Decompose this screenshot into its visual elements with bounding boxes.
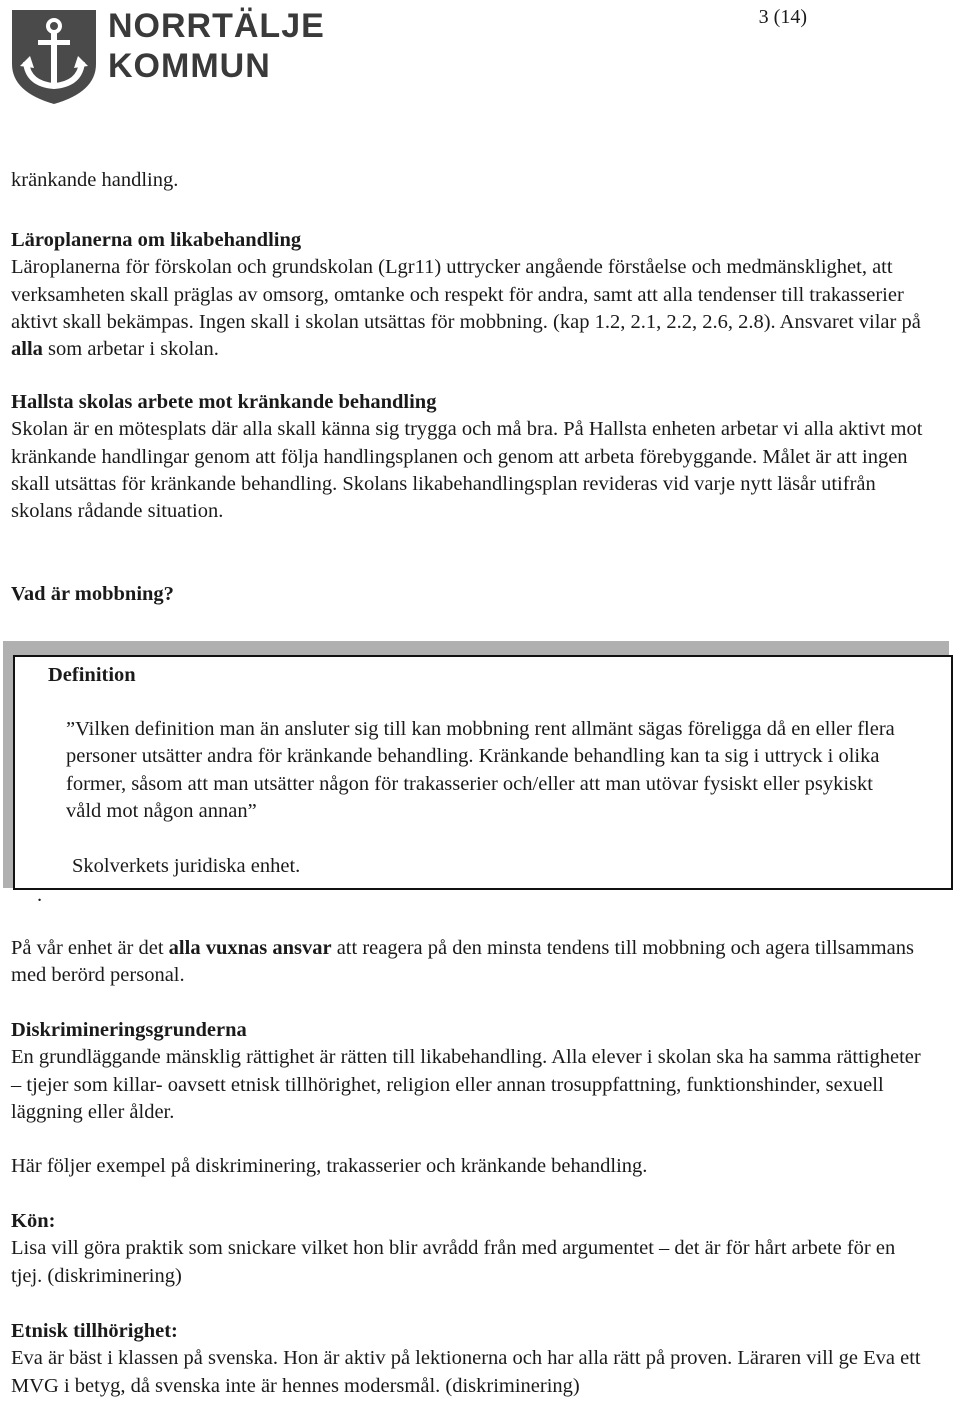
hallsta-section [11,389,931,525]
mobbning-heading: Vad är mobbning? [11,583,174,605]
definition-dot: . [37,884,43,906]
municipality-logo [8,6,325,106]
ansvar-section [11,935,931,990]
kon-body: Lisa vill göra praktik som snickare vilket hon blir avrådd från med argumentet – det är för hårt arbete för en tjej. (diskriminering) [11,1237,896,1287]
laroplan-body [11,254,931,363]
laroplan-body-2: som arbetar i skolan. [42,338,219,361]
definition-source: Skolverkets juridiska enhet. [72,855,301,877]
laroplan-body-bold: alla [11,338,43,361]
diskriminering-heading: Diskrimineringsgrunderna [11,1019,247,1041]
mobbning-section [11,581,931,608]
logo-wordmark [108,6,325,86]
intro-continuation [11,167,931,194]
hallsta-body: Skolan är en mötesplats där alla skall känna sig trygga och må bra. På Hallsta enheten arbetar vi alla aktivt mot kränkande handlingar genom att följa handlingsplanen och genom att arbeta förebyggande. Målet är att ingen skall utsättas för kränkande behandling. Skolans likabehandlingsplan revideras vid varje nytt läsår utifrån skolans rådande situation. [11,418,923,523]
logo-line-1: NORRTÄLJE [108,7,325,45]
anchor-shield-icon [8,6,100,106]
hallsta-heading: Hallsta skolas arbete mot kränkande behandling [11,391,437,413]
page-number: 3 (14) [758,6,807,28]
logo-line-2: KOMMUN [108,47,271,85]
etnisk-body: Eva är bäst i klassen på svenska. Hon är aktiv på lektionerna och har alla rätt på proven. Läraren vill ge Eva ett MVG i betyg, då svenska inte är hennes modersmål. (diskriminering) [11,1347,921,1397]
diskriminering-section [11,1017,931,1126]
intro-text: kränkande handling. [11,169,179,191]
kon-heading: Kön: [11,1210,56,1232]
ansvar-body [11,935,931,990]
definition-title: Definition [48,664,136,686]
laroplan-body-1: Läroplanerna för förskolan och grundskolan (Lgr11) uttrycker angående förståelse och medmänsklighet, att verksamheten skall präglas av omsorg, omtanke och respekt för andra, samt att alla tendenser till trakasserier aktivt skall bekämpas. Ingen skall i skolan utsättas för mobbning. (kap 1.2, 2.1, 2.2, 2.6, 2.8). Ansvaret vilar på [11,256,921,333]
diskriminering-body: En grundläggande mänsklig rättighet är rätten till likabehandling. Alla elever i skolan ska ha samma rättigheter – tjejer som killar- oavsett etnisk tillhörighet, religion eller annan trosuppfattning, funktionshinder, sexuell läggning eller ålder. [11,1046,921,1123]
etnisk-heading: Etnisk tillhörighet: [11,1320,178,1342]
definition-quote: ”Vilken definition man än ansluter sig till kan mobbning rent allmänt sägas föreligga då en eller flera personer utsätter andra för kränkande behandling. Kränkande behandling kan ta sig i uttryck i olika former, såsom att man utsätter någon för trakasserier och/eller att man utövar fysiskt eller psykiskt våld mot någon annan” [66,718,895,822]
ansvar-pre: På vår enhet är det [11,937,169,959]
laroplan-section [11,227,931,363]
exempel-intro: Här följer exempel på diskriminering, trakasserier och kränkande behandling. [11,1155,648,1177]
laroplan-heading: Läroplanerna om likabehandling [11,229,302,251]
ansvar-post: att reagera på den minsta tendens till mobbning och agera tillsammans med berörd personal. [11,937,914,987]
kon-section [11,1208,931,1290]
ansvar-bold: alla vuxnas ansvar [168,937,332,959]
exempel-section [11,1153,931,1180]
etnisk-section [11,1318,931,1400]
